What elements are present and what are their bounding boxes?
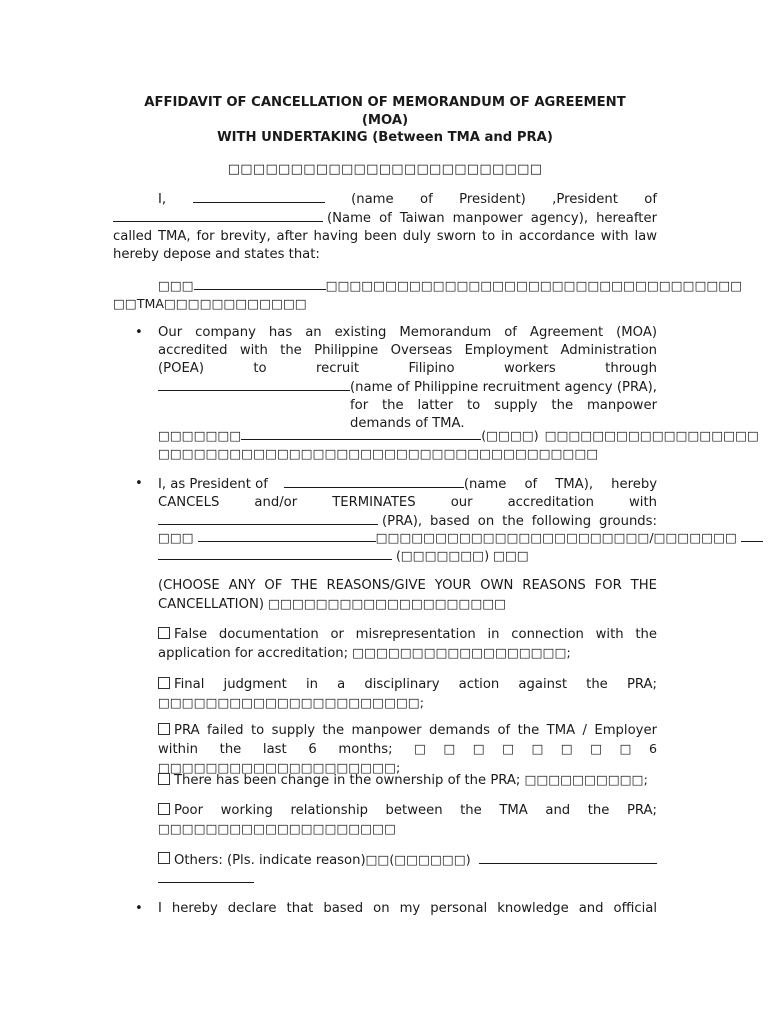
intro-i: I, xyxy=(158,192,167,207)
reason-others xyxy=(158,851,657,889)
bullet-1-cjk-a: □□□□□□□ xyxy=(158,428,242,443)
bullet-2-text: I, as President of (name of TMA), hereby CANCELS and/or TERMINATES our accreditation with (PRA), based on the following grounds: xyxy=(158,477,657,529)
reason-checkbox[interactable] xyxy=(158,723,170,735)
reason-checkbox[interactable] xyxy=(158,803,170,815)
bullet-2-cjk-c: (□□□□□□□) □□□ xyxy=(396,548,529,563)
intro-cjk-c: □□ xyxy=(113,296,137,311)
reason-item: There has been change in the ownership of the PRA; □□□□□□□□□□; xyxy=(158,771,657,790)
reason-item: PRA failed to supply the manpower demands of the TMA / Employer within the last 6 months; □□□□□□□□6 □□□□□□□□□□□□□□□□□□□□; xyxy=(158,723,657,775)
others-reason-blank-2[interactable] xyxy=(158,870,254,883)
intro-rest: called TMA, for brevity, after having been duly sworn to in accordance with law hereby depose and states that: xyxy=(113,229,657,262)
bullet-3 xyxy=(113,900,657,918)
bullet-1-cjk-b: (□□□□) xyxy=(481,428,539,443)
title-line-3: WITH UNDERTAKING (Between TMA and PRA) xyxy=(217,130,553,146)
reason-item: Poor working relationship between the TMA and the PRA; □□□□□□□□□□□□□□□□□□□□ xyxy=(158,803,657,836)
bullet-1-cjk-blank[interactable] xyxy=(241,427,481,440)
intro-paragraph xyxy=(113,190,657,264)
intro-cjk-a: □□□ xyxy=(158,278,194,293)
bullet-2-marker: • xyxy=(135,476,143,491)
reason-checkbox[interactable] xyxy=(158,773,170,785)
title-line-2: (MOA) xyxy=(361,112,409,128)
intro-name-agency: (Name of Taiwan manpower agency), hereafter xyxy=(327,211,657,226)
bullet-1-text: Our company has an existing Memorandum of Agreement (MOA) accredited with the Philippine Overseas Employment Administration (POEA) to recruit Filipino workers through (name of Philippine recruitment agency (PRA), for the latter to supply the manpower demands of TMA. xyxy=(158,325,657,431)
bullet-3-text: I hereby declare that based on my personal knowledge and official xyxy=(158,901,657,916)
bullet-2-cjk-blank-1[interactable] xyxy=(198,529,376,542)
reason-item: False documentation or misrepresentation in connection with the application for accreditation; □□□□□□□□□□□□□□□□□□; xyxy=(158,627,657,661)
choose-reasons-cjk: □□□□□□□□□□□□□□□□□□□□ xyxy=(268,596,507,611)
intro-cjk-b: □□□□□□□□□□□□□□□□□□□□□□□□□□□□□□□□□□□ xyxy=(325,278,743,293)
reason-item: Final judgment in a disciplinary action against the PRA; □□□□□□□□□□□□□□□□□□□□□□; xyxy=(158,677,657,710)
choose-reasons xyxy=(158,577,657,614)
bullet-2-cjk-b: □□□□□□□□□□□□□□□□□□□□□□□/□□□□□□□ xyxy=(375,530,737,545)
document-title xyxy=(100,94,670,147)
intro-cjk-d: □□□□□□□□□□□□ xyxy=(164,296,307,311)
others-reason-blank[interactable] xyxy=(479,851,657,864)
pra-name-blank[interactable] xyxy=(158,378,350,391)
others-cjk: □□(□□□□□□) xyxy=(365,852,471,867)
bullet-2-cjk-blank-3[interactable] xyxy=(158,547,392,560)
intro-cjk xyxy=(113,277,743,313)
bullet-2 xyxy=(113,475,657,531)
agency-name-blank[interactable] xyxy=(113,209,323,222)
bullet-2-cjk-blank-2[interactable] xyxy=(741,529,763,542)
intro-cjk-tma: TMA xyxy=(136,296,164,311)
choose-reasons-text: (CHOOSE ANY OF THE REASONS/GIVE YOUR OWN REASONS FOR THE CANCELLATION) xyxy=(158,578,657,612)
intro-name-president: (name of President) ,President of xyxy=(351,192,657,207)
reason-checkbox[interactable] xyxy=(158,677,170,689)
bullet-1-cjk xyxy=(158,427,759,463)
pra-accreditation-blank[interactable] xyxy=(158,512,378,525)
bullet-1 xyxy=(113,324,657,433)
others-label: Others: (Pls. indicate reason) xyxy=(174,853,366,868)
bullet-1-cjk-c: □□□□□□□□□□□□□□□□□□ xyxy=(544,428,759,443)
intro-cjk-blank[interactable] xyxy=(194,277,326,290)
bullet-1-cjk-d: □□□□□□□□□□□□□□□□□□□□□□□□□□□□□□□□□□□□□ xyxy=(158,446,599,461)
bullet-3-marker: • xyxy=(135,901,143,916)
others-checkbox[interactable] xyxy=(158,852,170,864)
tma-name-blank[interactable] xyxy=(284,475,464,488)
title-line-1: AFFIDAVIT OF CANCELLATION OF MEMORANDUM OF AGREEMENT xyxy=(144,95,626,110)
reason-checkbox[interactable] xyxy=(158,627,170,639)
bullet-1-marker: • xyxy=(135,325,143,340)
bullet-2-cjk-a: □□□ xyxy=(158,530,194,545)
cjk-title: □□□□□□□□□□□□□□□□□□□□□□□□□ xyxy=(227,162,543,177)
president-name-blank[interactable] xyxy=(193,190,325,203)
bullet-2-cjk xyxy=(158,529,737,565)
